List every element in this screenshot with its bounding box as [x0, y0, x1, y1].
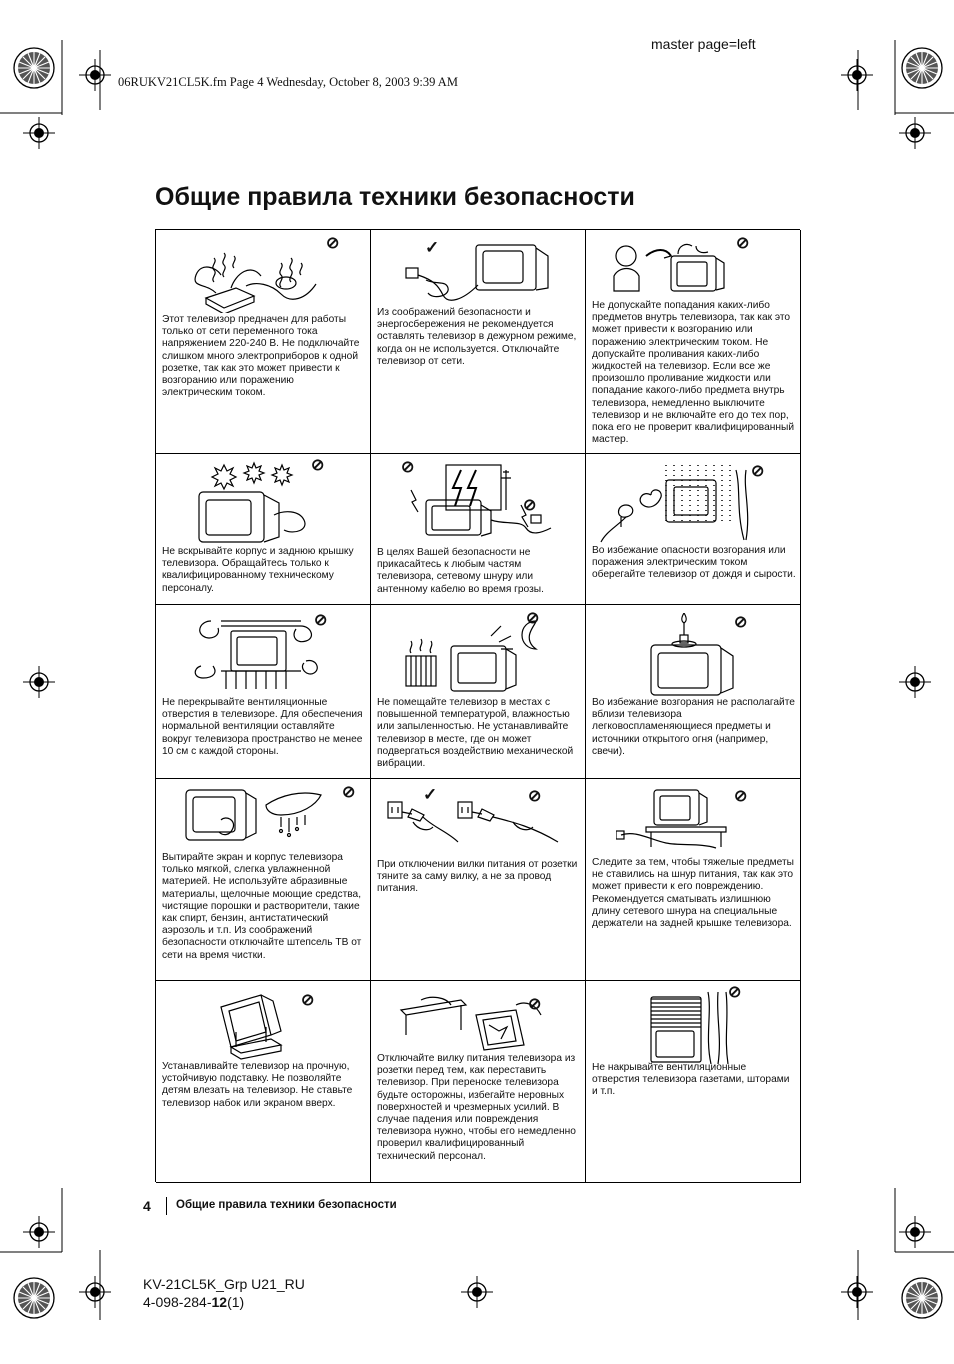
candle-on-tv-illustration — [646, 613, 746, 698]
rule-cell-1 — [156, 230, 371, 454]
model-line-1: KV-21CL5K_Grp U21_RU — [143, 1276, 305, 1292]
rule-text: Не накрывайте вентиляционные отверстия телевизора газетами, шторами и т.п. — [592, 1062, 790, 1098]
prohibit-icon: ⊘ — [401, 459, 415, 476]
page-title: Общие правила техники безопасности — [155, 183, 635, 211]
rule-text: Не допускайте попадания каких-либо предметов внутрь телевизора, так как это может привести к возгоранию или поражению электрическим током. Не допускайте проливания каких-либо жидкостей на телевизор. Если все же произошло проливание жидкости или попадание какого-либо предмета внутрь телевизора, немедленно выключите телевизор и не включайте его до тех пор, пока его не проверит квалифицированный мастер. — [592, 300, 795, 446]
model-line-2: 4-098-284-12(1) — [143, 1294, 245, 1310]
rule-text: Отключайте вилку питания телевизора из розетки перед тем, как переставить телевизор. При переноске телевизора будьте осторожны, избегайте неровных поверхностей и чрезмерных усилий. В случае падения или повреждения телевизора нужно, чтобы его немедленно проверил квалифицированный технический персонал. — [377, 1053, 576, 1162]
prohibit-icon: ⊘ — [326, 235, 340, 252]
prohibit-icon: ⊘ — [734, 614, 748, 631]
rule-cell-8 — [371, 605, 586, 779]
checkmark-icon: ✓ — [423, 785, 438, 804]
rule-text: Во избежание возгорания не располагайте вблизи телевизора легковоспламеняющиеся предметы и источники открытого огня (например, свечи). — [592, 697, 795, 757]
checkmark-icon: ✓ — [425, 238, 440, 257]
rule-cell-10 — [156, 779, 371, 981]
thunderstorm-illustration — [401, 460, 561, 540]
prohibit-icon: ⊘ — [728, 984, 742, 1001]
overloaded-outlet-illustration — [186, 238, 326, 313]
rule-text: Следите за тем, чтобы тяжелые предметы не ставились на шнур питания, так как это может привести к его повреждению. Рекомендуется сматывать излишнюю длину сетевого шнура на специальные держатели на задней крышке телевизора. — [592, 857, 794, 930]
rule-cell-6 — [586, 454, 801, 605]
rule-text: Этот телевизор предначен для работы только от сети переменного тока напряжением 220-240 В. Не подключайте слишком много электроприборов к одной розетке, так как это может привести к возгоранию или поражению электрическим током. — [162, 314, 360, 399]
moving-tv-illustration — [391, 995, 551, 1053]
rule-cell-13 — [156, 981, 371, 1183]
rule-cell-4 — [156, 454, 371, 605]
unstable-stand-illustration — [211, 987, 311, 1062]
prohibit-icon: ⊘ — [311, 457, 325, 474]
pull-plug-illustration — [383, 797, 563, 852]
prohibit-icon: ⊘ — [736, 235, 750, 252]
page-number: 4 — [143, 1198, 151, 1214]
prohibit-icon: ⊘ — [301, 992, 315, 1009]
blocked-ventilation-illustration — [191, 611, 321, 691]
covered-vents-illustration — [646, 987, 736, 1067]
liquid-on-tv-illustration — [606, 236, 736, 301]
model-info — [143, 1275, 305, 1311]
prohibit-icon: ⊘ — [734, 788, 748, 805]
rule-text: Устанавливайте телевизор на прочную, устойчивую подставку. Не позволяйте детям влезать на телевизор. Не ставьте телевизор набок или экраном вверх. — [162, 1061, 353, 1109]
file-info-line: 06RUKV21CL5K.fm Page 4 Wednesday, October 8, 2003 9:39 AM — [118, 75, 458, 89]
safety-rules-grid — [155, 229, 800, 1182]
rule-text: Не помещайте телевизор в местах с повышенной температурой, влажностью или запыленностью. Не устанавливайте телевизор в месте, где он может подвергаться воздействию механической вибрации. — [377, 697, 574, 770]
rule-text: Из соображений безопасности и энергосбережения не рекомендуется оставлять телевизор в дежурном режиме, когда он не используется. Отключайте телевизор от сети. — [377, 307, 577, 367]
rule-cell-11 — [371, 779, 586, 981]
rule-text: Вытирайте экран и корпус телевизора только мягкой, слегка увлажненной материей. Не используйте абразивные материалы, щелочные моющие средства, чистящие порошки и растворители, такие как спирт, бензин, антистатический аэрозоль и т.п. Из соображений безопасности отключайте штепсель ТВ от сети на время чистки. — [162, 852, 362, 961]
rule-cell-14 — [371, 981, 586, 1183]
rule-text: Не перекрывайте вентиляционные отверстия в телевизоре. Для обеспечения нормальной вентиляции оставляйте вокруг телевизора пространство не менее 10 см с каждой стороны. — [162, 697, 363, 757]
prohibit-icon: ⊘ — [526, 610, 540, 627]
master-page-label: master page=left — [651, 36, 756, 52]
prohibit-icon: ⊘ — [523, 497, 537, 514]
prohibit-icon: ⊘ — [342, 784, 356, 801]
footer-divider — [166, 1197, 167, 1215]
rule-text: При отключении вилки питания от розетки тяните за саму вилку, а не за провод питания. — [377, 859, 578, 895]
rule-cell-7 — [156, 605, 371, 779]
rule-cell-9 — [586, 605, 801, 779]
rule-cell-2 — [371, 230, 586, 454]
open-tv-cover-illustration — [194, 460, 314, 545]
rule-cell-15 — [586, 981, 801, 1183]
rule-cell-12 — [586, 779, 801, 981]
rule-text: Во избежание опасности возгорания или поражения электрическим током оберегайте телевизор от дождя и сырости. — [592, 545, 796, 581]
rule-cell-5 — [371, 454, 586, 605]
rule-text: В целях Вашей безопасности не прикасайтесь к любым частям телевизора, сетевому шнуру или антенному кабелю во время грозы. — [377, 547, 544, 595]
footer-section-title: Общие правила техники безопасности — [176, 1199, 397, 1211]
rule-cell-3 — [586, 230, 801, 454]
prohibit-icon: ⊘ — [528, 788, 542, 805]
rule-text: Не вскрывайте корпус и заднюю крышку телевизора. Обращайтесь только к квалифицированному техническому персоналу. — [162, 546, 354, 594]
prohibit-icon: ⊘ — [528, 996, 542, 1013]
prohibit-icon: ⊘ — [314, 612, 328, 629]
cleaning-cloth-illustration — [181, 785, 331, 850]
rain-moisture-illustration — [596, 460, 756, 545]
prohibit-icon: ⊘ — [751, 463, 765, 480]
